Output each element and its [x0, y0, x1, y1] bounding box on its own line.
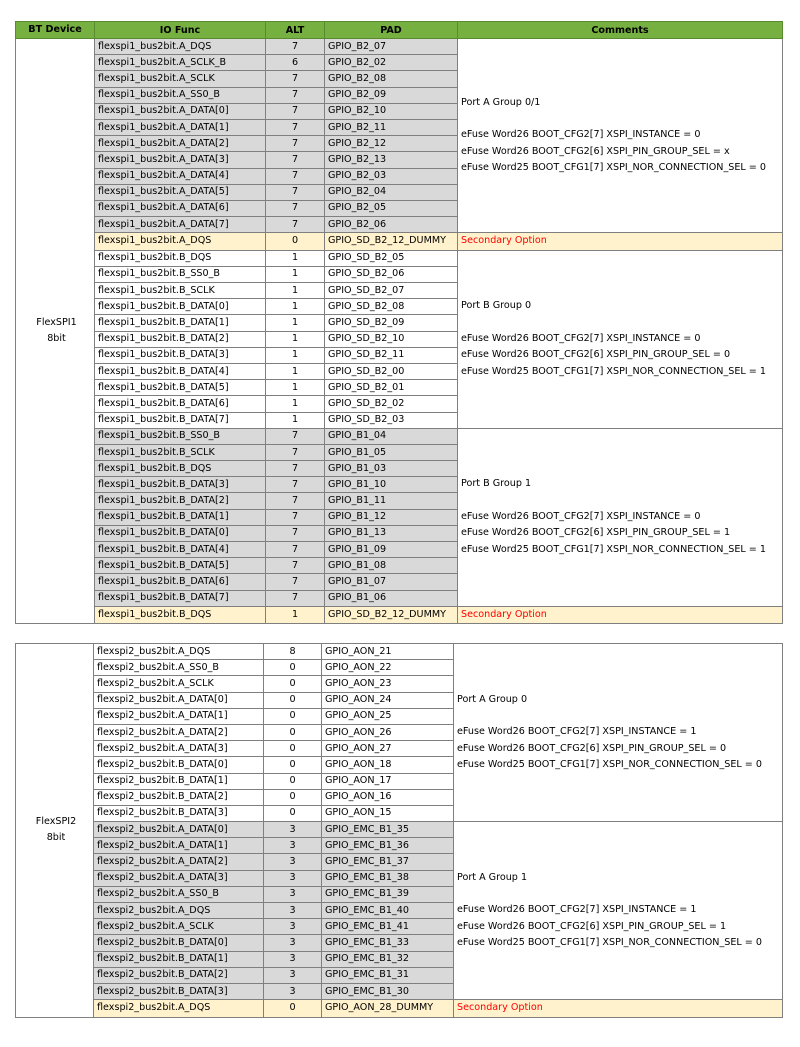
io-func-cell: flexspi1_bus2bit.A_SCLK [95, 71, 266, 87]
pad-cell: GPIO_B2_05 [325, 200, 458, 216]
pad-cell: GPIO_EMC_B1_31 [322, 967, 454, 983]
pad-cell: GPIO_EMC_B1_30 [322, 983, 454, 999]
pad-cell: GPIO_B2_07 [325, 39, 458, 55]
io-func-cell: flexspi1_bus2bit.A_DATA[3] [95, 152, 266, 168]
io-func-cell: flexspi2_bus2bit.A_SS0_B [94, 886, 264, 902]
io-func-cell: flexspi2_bus2bit.A_DATA[3] [94, 870, 264, 886]
pad-cell: GPIO_EMC_B1_38 [322, 870, 454, 886]
io-func-cell: flexspi1_bus2bit.B_DATA[3] [95, 347, 266, 363]
alt-cell: 7 [266, 71, 325, 87]
io-func-cell: flexspi1_bus2bit.B_DATA[5] [95, 558, 266, 574]
pad-cell: GPIO_SD_B2_09 [325, 315, 458, 331]
comment-line [461, 315, 782, 331]
alt-cell: 7 [266, 87, 325, 103]
alt-cell: 1 [266, 283, 325, 299]
bt-device-cell [16, 644, 94, 1018]
alt-cell: 7 [266, 184, 325, 200]
alt-cell: 3 [264, 983, 322, 999]
io-func-cell: flexspi1_bus2bit.B_DATA[1] [95, 509, 266, 525]
alt-cell: 3 [264, 935, 322, 951]
comment-line: eFuse Word26 BOOT_CFG2[7] XSPI_INSTANCE = 0 [461, 511, 701, 523]
secondary-option-row [16, 1000, 783, 1017]
comment-line: eFuse Word26 BOOT_CFG2[7] XSPI_INSTANCE = 1 [457, 726, 697, 738]
alt-cell: 0 [266, 233, 325, 250]
alt-cell: 3 [264, 903, 322, 919]
pad-cell: GPIO_EMC_B1_41 [322, 919, 454, 935]
io-func-cell: flexspi2_bus2bit.A_DATA[1] [94, 838, 264, 854]
alt-cell: 1 [266, 266, 325, 282]
pad-cell: GPIO_B2_08 [325, 71, 458, 87]
pad-cell: GPIO_EMC_B1_35 [322, 822, 454, 838]
pad-cell: GPIO_B2_13 [325, 152, 458, 168]
secondary-option-label: Secondary Option [454, 1000, 783, 1017]
io-func-cell: flexspi1_bus2bit.B_DQS [95, 606, 266, 623]
pad-cell: GPIO_SD_B2_11 [325, 347, 458, 363]
io-func-cell: flexspi1_bus2bit.B_DATA[6] [95, 396, 266, 412]
io-func-cell: flexspi2_bus2bit.A_DATA[2] [94, 724, 264, 740]
pad-cell: GPIO_B1_11 [325, 493, 458, 509]
io-func-cell: flexspi2_bus2bit.A_DATA[2] [94, 854, 264, 870]
io-func-cell: flexspi2_bus2bit.A_SCLK [94, 919, 264, 935]
io-func-cell: flexspi1_bus2bit.A_DATA[7] [95, 217, 266, 233]
io-func-cell: flexspi1_bus2bit.A_SCLK_B [95, 55, 266, 71]
comment-line: eFuse Word26 BOOT_CFG2[7] XSPI_INSTANCE = 0 [461, 129, 701, 141]
header-io-func: IO Func [95, 22, 266, 39]
alt-cell: 1 [266, 331, 325, 347]
pad-cell: GPIO_B2_06 [325, 217, 458, 233]
pad-cell: GPIO_EMC_B1_32 [322, 951, 454, 967]
io-func-cell: flexspi2_bus2bit.B_DATA[0] [94, 757, 264, 773]
alt-cell: 3 [264, 951, 322, 967]
alt-cell: 7 [266, 509, 325, 525]
alt-cell: 7 [266, 168, 325, 184]
comment-line: eFuse Word25 BOOT_CFG1[7] XSPI_NOR_CONNECTION_SEL = 1 [461, 365, 766, 377]
pad-cell: GPIO_B2_02 [325, 55, 458, 71]
io-func-cell: flexspi1_bus2bit.B_SS0_B [95, 428, 266, 444]
io-func-cell: flexspi2_bus2bit.B_DATA[2] [94, 789, 264, 805]
io-func-cell: flexspi2_bus2bit.B_DATA[1] [94, 773, 264, 789]
secondary-option-row [16, 233, 783, 250]
comment-line: eFuse Word26 BOOT_CFG2[6] XSPI_PIN_GROUP_SEL = 1 [457, 920, 727, 932]
pad-cell: GPIO_SD_B2_12_DUMMY [325, 233, 458, 250]
alt-cell: 0 [264, 741, 322, 757]
io-func-cell: flexspi1_bus2bit.A_DATA[5] [95, 184, 266, 200]
alt-cell: 1 [266, 347, 325, 363]
comment-line: eFuse Word26 BOOT_CFG2[7] XSPI_INSTANCE = 1 [457, 904, 697, 916]
io-func-cell: flexspi1_bus2bit.A_DQS [95, 39, 266, 55]
alt-cell: 0 [264, 1000, 322, 1017]
pad-cell: GPIO_SD_B2_02 [325, 396, 458, 412]
comment-line: Port B Group 1 [461, 478, 532, 490]
comment-line: Port B Group 0 [461, 300, 532, 312]
pad-cell: GPIO_AON_23 [322, 676, 454, 692]
pad-cell: GPIO_SD_B2_12_DUMMY [325, 606, 458, 623]
pad-cell: GPIO_SD_B2_06 [325, 266, 458, 282]
comment-line [457, 708, 782, 724]
alt-cell: 7 [266, 477, 325, 493]
io-func-cell: flexspi1_bus2bit.B_DATA[2] [95, 493, 266, 509]
alt-cell: 1 [266, 299, 325, 315]
io-func-cell: flexspi2_bus2bit.A_DATA[1] [94, 708, 264, 724]
pad-cell: GPIO_AON_24 [322, 692, 454, 708]
alt-cell: 3 [264, 919, 322, 935]
comment-line: eFuse Word25 BOOT_CFG1[7] XSPI_NOR_CONNECTION_SEL = 0 [457, 759, 762, 771]
io-func-cell: flexspi2_bus2bit.B_DATA[1] [94, 951, 264, 967]
bt-device-label: 8bit [46, 832, 66, 844]
table-row [16, 644, 783, 660]
secondary-option-row [16, 606, 783, 623]
io-func-cell: flexspi1_bus2bit.B_DATA[4] [95, 542, 266, 558]
comments-cell [458, 250, 783, 428]
io-func-cell: flexspi1_bus2bit.B_DATA[0] [95, 299, 266, 315]
pad-cell: GPIO_B1_12 [325, 509, 458, 525]
io-func-cell: flexspi2_bus2bit.A_DQS [94, 644, 264, 660]
pad-cell: GPIO_B1_04 [325, 428, 458, 444]
pad-cell: GPIO_EMC_B1_37 [322, 854, 454, 870]
io-func-cell: flexspi1_bus2bit.A_DATA[4] [95, 168, 266, 184]
alt-cell: 3 [264, 854, 322, 870]
pad-cell: GPIO_AON_26 [322, 724, 454, 740]
comments-cell [458, 39, 783, 233]
bt-device-label: 8bit [47, 333, 66, 345]
alt-cell: 7 [266, 590, 325, 606]
io-func-cell: flexspi1_bus2bit.B_DATA[0] [95, 525, 266, 541]
comment-line: eFuse Word26 BOOT_CFG2[6] XSPI_PIN_GROUP_SEL = x [461, 145, 730, 157]
io-func-cell: flexspi1_bus2bit.A_DATA[6] [95, 200, 266, 216]
alt-cell: 3 [264, 822, 322, 838]
io-func-cell: flexspi2_bus2bit.B_DATA[0] [94, 935, 264, 951]
alt-cell: 7 [266, 119, 325, 135]
alt-cell: 7 [266, 461, 325, 477]
pad-cell: GPIO_B2_11 [325, 119, 458, 135]
comment-line: Port A Group 0 [457, 693, 528, 705]
alt-cell: 7 [266, 136, 325, 152]
comment-line: eFuse Word26 BOOT_CFG2[7] XSPI_INSTANCE = 0 [461, 332, 701, 344]
alt-cell: 0 [264, 724, 322, 740]
header-comments: Comments [458, 22, 783, 39]
comment-line: eFuse Word25 BOOT_CFG1[7] XSPI_NOR_CONNECTION_SEL = 0 [457, 937, 762, 949]
alt-cell: 7 [266, 200, 325, 216]
io-func-cell: flexspi1_bus2bit.B_DATA[1] [95, 315, 266, 331]
alt-cell: 7 [266, 493, 325, 509]
pad-cell: GPIO_SD_B2_00 [325, 363, 458, 379]
pad-cell: GPIO_AON_15 [322, 805, 454, 821]
pad-cell: GPIO_AON_25 [322, 708, 454, 724]
header-bt-device: BT Device [16, 22, 95, 39]
secondary-option-label: Secondary Option [458, 606, 783, 623]
pad-cell: GPIO_B1_10 [325, 477, 458, 493]
comment-line: Port A Group 0/1 [461, 96, 541, 108]
pad-cell: GPIO_B1_06 [325, 590, 458, 606]
pad-cell: GPIO_AON_17 [322, 773, 454, 789]
pad-cell: GPIO_AON_27 [322, 741, 454, 757]
pad-cell: GPIO_AON_21 [322, 644, 454, 660]
comment-line: eFuse Word25 BOOT_CFG1[7] XSPI_NOR_CONNECTION_SEL = 0 [461, 162, 766, 174]
pad-cell: GPIO_SD_B2_10 [325, 331, 458, 347]
io-func-cell: flexspi2_bus2bit.A_DATA[0] [94, 692, 264, 708]
alt-cell: 0 [264, 692, 322, 708]
alt-cell: 7 [266, 558, 325, 574]
alt-cell: 6 [266, 55, 325, 71]
bt-device-cell [16, 39, 95, 624]
pad-cell: GPIO_B1_07 [325, 574, 458, 590]
alt-cell: 1 [266, 412, 325, 428]
alt-cell: 7 [266, 217, 325, 233]
pad-cell: GPIO_AON_18 [322, 757, 454, 773]
pad-cell: GPIO_EMC_B1_39 [322, 886, 454, 902]
alt-cell: 7 [266, 574, 325, 590]
comment-line [461, 111, 782, 127]
comment-line [461, 493, 782, 509]
io-func-cell: flexspi1_bus2bit.A_SS0_B [95, 87, 266, 103]
pad-cell: GPIO_AON_16 [322, 789, 454, 805]
pad-cell: GPIO_B1_09 [325, 542, 458, 558]
header-pad: PAD [325, 22, 458, 39]
flexspi2-pin-table [15, 643, 783, 1018]
io-func-cell: flexspi1_bus2bit.B_DATA[7] [95, 590, 266, 606]
pad-cell: GPIO_AON_22 [322, 660, 454, 676]
alt-cell: 3 [264, 870, 322, 886]
io-func-cell: flexspi1_bus2bit.B_DATA[4] [95, 363, 266, 379]
pad-cell: GPIO_B2_09 [325, 87, 458, 103]
alt-cell: 1 [266, 363, 325, 379]
io-func-cell: flexspi2_bus2bit.B_DATA[3] [94, 805, 264, 821]
io-func-cell: flexspi1_bus2bit.B_DATA[7] [95, 412, 266, 428]
io-func-cell: flexspi1_bus2bit.A_DQS [95, 233, 266, 250]
pad-cell: GPIO_B1_08 [325, 558, 458, 574]
io-func-cell: flexspi1_bus2bit.B_SS0_B [95, 266, 266, 282]
pad-cell: GPIO_EMC_B1_36 [322, 838, 454, 854]
alt-cell: 7 [266, 152, 325, 168]
pad-cell: GPIO_B2_04 [325, 184, 458, 200]
pad-cell: GPIO_SD_B2_03 [325, 412, 458, 428]
io-func-cell: flexspi1_bus2bit.B_SCLK [95, 444, 266, 460]
pad-cell: GPIO_B2_10 [325, 103, 458, 119]
header-alt: ALT [266, 22, 325, 39]
alt-cell: 3 [264, 967, 322, 983]
io-func-cell: flexspi1_bus2bit.A_DATA[2] [95, 136, 266, 152]
pad-cell: GPIO_B2_03 [325, 168, 458, 184]
io-func-cell: flexspi1_bus2bit.B_DATA[3] [95, 477, 266, 493]
pad-cell: GPIO_SD_B2_08 [325, 299, 458, 315]
pad-cell: GPIO_B1_13 [325, 525, 458, 541]
io-func-cell: flexspi2_bus2bit.A_DATA[3] [94, 741, 264, 757]
pad-cell: GPIO_B1_05 [325, 444, 458, 460]
io-func-cell: flexspi1_bus2bit.B_DATA[5] [95, 380, 266, 396]
comments-cell [454, 644, 783, 822]
table-row [16, 428, 783, 444]
pad-cell: GPIO_EMC_B1_40 [322, 903, 454, 919]
alt-cell: 7 [266, 39, 325, 55]
alt-cell: 0 [264, 757, 322, 773]
io-func-cell: flexspi1_bus2bit.B_DATA[6] [95, 574, 266, 590]
alt-cell: 3 [264, 886, 322, 902]
pad-cell: GPIO_B1_03 [325, 461, 458, 477]
comment-line [457, 886, 782, 902]
comments-cell [454, 822, 783, 1000]
alt-cell: 1 [266, 380, 325, 396]
io-func-cell: flexspi1_bus2bit.B_DQS [95, 250, 266, 266]
pad-cell: GPIO_SD_B2_07 [325, 283, 458, 299]
pad-cell: GPIO_SD_B2_01 [325, 380, 458, 396]
bt-device-label: FlexSPI2 [35, 816, 77, 828]
comment-line: eFuse Word26 BOOT_CFG2[6] XSPI_PIN_GROUP_SEL = 0 [457, 742, 727, 754]
io-func-cell: flexspi1_bus2bit.B_DQS [95, 461, 266, 477]
alt-cell: 0 [264, 773, 322, 789]
io-func-cell: flexspi2_bus2bit.A_DATA[0] [94, 822, 264, 838]
alt-cell: 0 [264, 660, 322, 676]
comment-line: eFuse Word25 BOOT_CFG1[7] XSPI_NOR_CONNECTION_SEL = 1 [461, 543, 766, 555]
pad-cell: GPIO_EMC_B1_33 [322, 935, 454, 951]
io-func-cell: flexspi2_bus2bit.A_DQS [94, 903, 264, 919]
pad-cell: GPIO_AON_28_DUMMY [322, 1000, 454, 1017]
io-func-cell: flexspi1_bus2bit.A_DATA[0] [95, 103, 266, 119]
comment-line: Port A Group 1 [457, 871, 528, 883]
comment-line: eFuse Word26 BOOT_CFG2[6] XSPI_PIN_GROUP_SEL = 0 [461, 349, 731, 361]
bt-device-label: FlexSPI1 [36, 317, 77, 329]
table-row [16, 250, 783, 266]
alt-cell: 3 [264, 838, 322, 854]
io-func-cell: flexspi2_bus2bit.B_DATA[2] [94, 967, 264, 983]
io-func-cell: flexspi2_bus2bit.A_DQS [94, 1000, 264, 1017]
alt-cell: 7 [266, 428, 325, 444]
alt-cell: 0 [264, 708, 322, 724]
alt-cell: 7 [266, 525, 325, 541]
alt-cell: 1 [266, 606, 325, 623]
secondary-option-label: Secondary Option [458, 233, 783, 250]
alt-cell: 0 [264, 676, 322, 692]
io-func-cell: flexspi2_bus2bit.A_SCLK [94, 676, 264, 692]
io-func-cell: flexspi2_bus2bit.A_SS0_B [94, 660, 264, 676]
alt-cell: 7 [266, 542, 325, 558]
alt-cell: 7 [266, 103, 325, 119]
alt-cell: 1 [266, 315, 325, 331]
alt-cell: 7 [266, 444, 325, 460]
pad-cell: GPIO_SD_B2_05 [325, 250, 458, 266]
io-func-cell: flexspi1_bus2bit.A_DATA[1] [95, 119, 266, 135]
alt-cell: 0 [264, 789, 322, 805]
alt-cell: 0 [264, 805, 322, 821]
io-func-cell: flexspi1_bus2bit.B_DATA[2] [95, 331, 266, 347]
alt-cell: 8 [264, 644, 322, 660]
alt-cell: 1 [266, 396, 325, 412]
comment-line: eFuse Word26 BOOT_CFG2[6] XSPI_PIN_GROUP_SEL = 1 [461, 527, 731, 539]
io-func-cell: flexspi1_bus2bit.B_SCLK [95, 283, 266, 299]
pad-cell: GPIO_B2_12 [325, 136, 458, 152]
table-row [16, 822, 783, 838]
header-row [16, 22, 783, 39]
flexspi1-pin-table [15, 21, 783, 624]
io-func-cell: flexspi2_bus2bit.B_DATA[3] [94, 983, 264, 999]
table-row [16, 39, 783, 55]
alt-cell: 1 [266, 250, 325, 266]
comments-cell [458, 428, 783, 606]
